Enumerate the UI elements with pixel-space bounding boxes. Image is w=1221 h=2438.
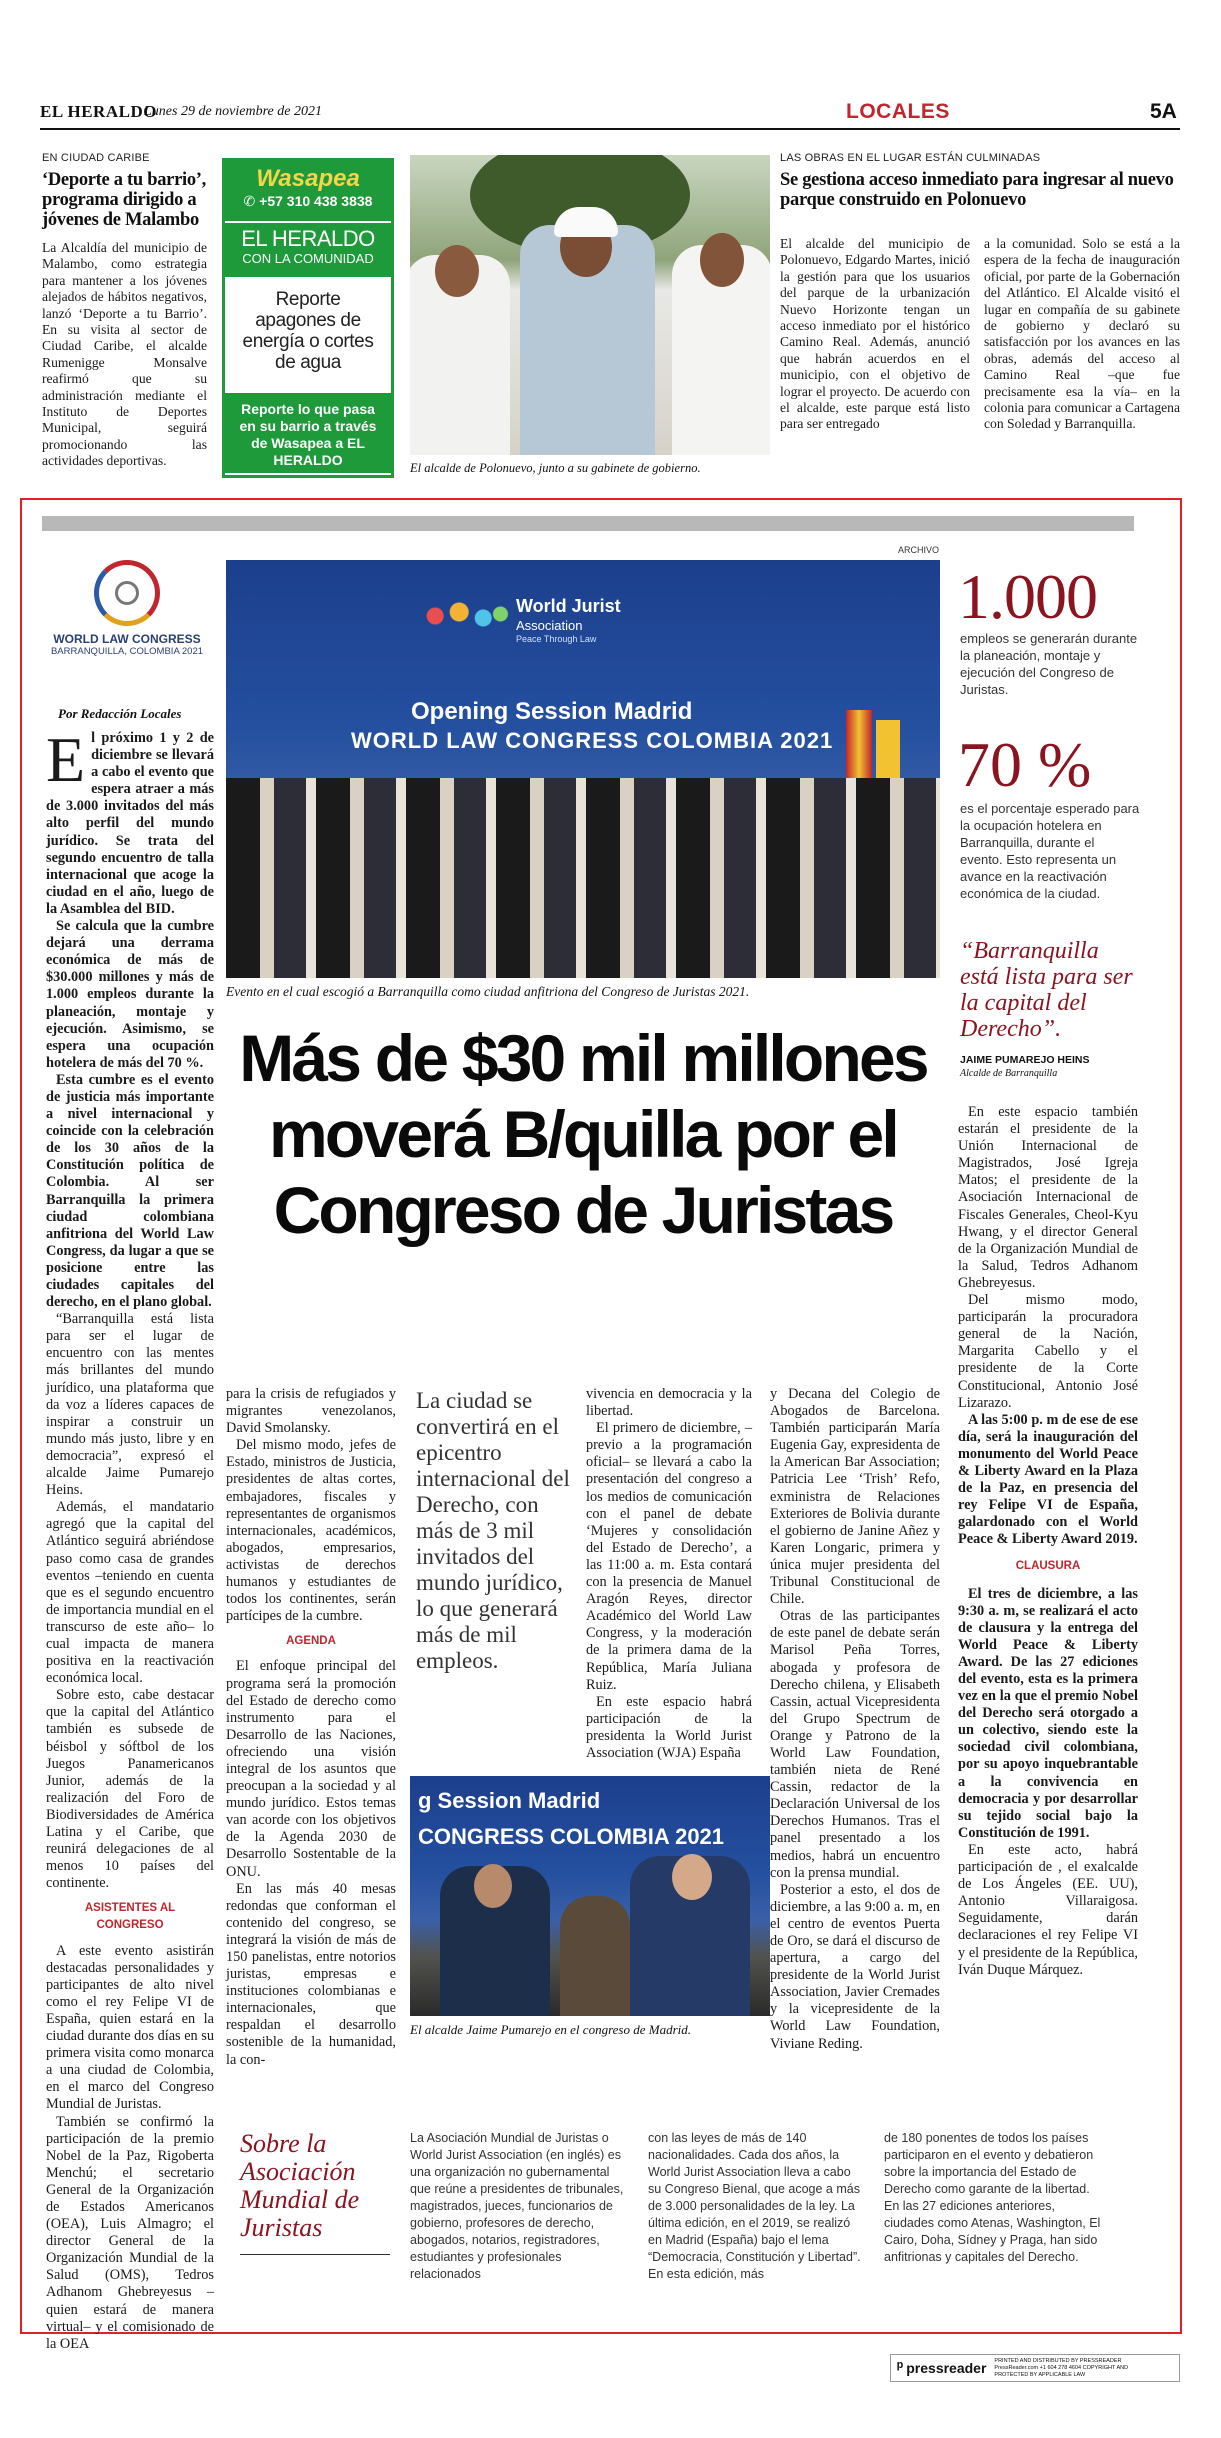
story-title: ‘Deporte a tu barrio’, programa dirigido a jóvenes de Malambo xyxy=(42,170,206,230)
info-box-col2: con las leyes de más de 140 nacionalidades. Cada dos años, la World Jurist Association lleva a cabo su Congreso Bienal, que acoge a más de 3.000 personalidades de la ley. La última edición, en el 2019, se realizó en Madrid (España) bajo el lema “Democracia, Constitución y Libertad”. En esta edición, más xyxy=(648,2131,861,2281)
page-header xyxy=(40,100,1180,130)
pull-quote: “Barranquilla está lista para ser la capital del Derecho”. xyxy=(960,938,1133,1042)
story-kicker: EN CIUDAD CARIBE xyxy=(42,152,150,164)
wasapea-top xyxy=(225,161,391,221)
second-photo-caption: El alcalde Jaime Pumarejo en el congreso de Madrid. xyxy=(410,2022,691,2037)
quote-role: Alcalde de Barranquilla xyxy=(960,1068,1058,1079)
wasapea-line1: EL HERALDO xyxy=(241,226,375,251)
paragraph: Además, el mandatario agregó que la capital del Atlántico seguirá abriéndose paso como casa de grandes eventos –teniendo en cuenta que es el segundo encuentro de importancia mundial en el transcurso de este año– lo cual impacta de manera positiva en la reactivación económica local. xyxy=(46,1499,214,1687)
subhead: CLAUSURA xyxy=(1015,1560,1081,1573)
wlc-name: WORLD LAW CONGRESS xyxy=(53,632,201,646)
head-right xyxy=(700,233,744,287)
wlc-location: BARRANQUILLA, COLOMBIA 2021 xyxy=(50,646,204,657)
delegate-row xyxy=(226,778,940,978)
paragraph: Del mismo modo, jefes de Estado, ministros de Justicia, presidentes de altas cortes, embajadores, fiscales y representantes de organismos internacionales, académicos, abogados, empresarios, activistas de derechos humanos y estudiantes de todos los continentes, serán partícipes de la cumbre. xyxy=(226,1437,396,1625)
paragraph: Del mismo modo, participarán la procuradora general de la Nación, Margarita Cabello y el presidente de la Corte Constitucional, Antonio José Lizarazo. xyxy=(958,1292,1138,1411)
main-photo xyxy=(226,560,940,978)
stat-jobs-text: empleos se generarán durante la planeación, montaje y ejecución del Congreso de Juristas. xyxy=(960,631,1138,697)
banner-motto: Peace Through Law xyxy=(516,634,597,644)
pressreader-footer xyxy=(890,2354,1180,2382)
wasapea-mid xyxy=(225,221,391,277)
person-center xyxy=(560,1896,630,2016)
wasapea-cta: Reporte lo que pasa en su barrio a través de Wasapea a EL HERALDO xyxy=(225,393,391,473)
pull-quote-center: La ciudad se convertirá en el epicentro internacional del Derecho, con más de 3 mil invitados del mundo jurídico, lo que generará más de mil empleos. xyxy=(416,1388,570,1673)
byline: Por Redacción Locales xyxy=(58,706,182,721)
wasapea-phone xyxy=(225,193,391,210)
info-box xyxy=(240,2130,1140,2320)
lead-paragraph: l próximo 1 y 2 de diciembre se llevará a cabo el evento que espera atraer a más de 3.000 invitados del más alto perfil del mundo jurídico. Se trata del segundo encuentro de talla internacional que acoge la ciudad en el año, luego de la Asamblea del BID. xyxy=(46,730,214,917)
subhead: ASISTENTES AL CONGRESO xyxy=(84,1902,176,1932)
banner-sub: Association xyxy=(516,618,583,633)
polonuevo-photo xyxy=(410,155,770,455)
story-title: Se gestiona acceso inmediato para ingresar al nuevo parque construido en Polonuevo xyxy=(780,170,1174,210)
paragraph: vivencia en democracia y la libertad. xyxy=(586,1386,752,1420)
story-col1: El alcalde del municipio de Polonuevo, Edgardo Martes, inició la gestión para que los usuarios del parque de la urbanización Nuevo Horizonte tengan un acceso inmediato por el histórico Camino Real. Además, anunció que habrán acuerdos en el municipio, con el objetivo de lograr el proyecto. De acuerdo con el alcalde, este parque está listo para ser entregado xyxy=(780,236,970,432)
info-box-title: Sobre la Asociación Mundial de Juristas xyxy=(240,2130,390,2255)
subhead: AGENDA xyxy=(286,1635,336,1648)
paragraph: En este espacio habrá participación de la presidenta la World Jurist Association (WJA) España xyxy=(586,1693,752,1761)
stat-hotel-text: es el porcentaje esperado para la ocupación hotelera en Barranquilla, durante el evento. Esto representa un avance en la reactivación económica de la ciudad. xyxy=(960,801,1140,901)
paragraph: También se confirmó la participación de la premio Nobel de la Paz, Rigoberta Menchú; el secretario General de la Organización de Estados Americanos (OEA), Luis Almagro; el director General de la Organización Mundial de la Salud (OMS), Tedros Adhanom Ghebreyesus –quien estará de manera virtual– y el comisionado de la OEA xyxy=(46,2113,214,2352)
story-polonuevo xyxy=(780,152,1180,432)
paragraph: Esta cumbre es el evento de justicia más importante a nivel internacional y coincide con la celebración de los 30 años de la Constitución política de Colombia. Al ser Barranquilla la primera ciudad colombiana anfitriona del World Law Congress, da lugar a que se posicione entre las ciudades capitales del derecho, en el plano global. xyxy=(46,1071,214,1311)
story-col2: a la comunidad. Solo se está a la espera de la fecha de inauguración oficial, por parte de la Gobernación del Atlántico. El Alcalde visitó el lugar en compañía de su gabinete de gobierno y declaró su satisfacción por los avances en las obras, además del acceso al Camino Real –que fue precisamente esa la vía– en la colonia para comunicar a Cartagena con Soledad y Barranquilla. xyxy=(984,236,1180,432)
whatsapp-icon: ✆ xyxy=(243,193,256,209)
main-col2 xyxy=(226,1386,396,2069)
story-malambo xyxy=(42,152,207,470)
paragraph: El primero de diciembre, –previo a la programación oficial– se llevará a cabo la presentación del congreso a los medios de comunicación con el panel de debate ‘Mujeres y consolidación del Estado de Derecho’, a las 11:00 a. m. Esta contará con la presencia de Manuel Aragón Reyes, director Académico del World Law Congress, y la moderación de la primera dama de la República, María Juliana Ruiz. xyxy=(586,1420,752,1693)
pressreader-logo-icon: ᵖ xyxy=(897,2359,904,2376)
wlc-logo xyxy=(42,560,212,680)
paragraph: El tres de diciembre, a las 9:30 a. m, se realizará el acto de clausura y la entrega del World Peace & Liberty Award. De las 27 ediciones del evento, esta es la primera vez en la que el premio Nobel del Derecho será otorgado a un colectivo, siendo este la sociedad civil colombiana, por su apoyo inquebrantable a la convivencia en democracia y por desarrollar su tejido social bajo la Constitución de 1991. xyxy=(958,1585,1138,1841)
second-photo xyxy=(410,1776,770,2016)
stage-title: g Session Madrid xyxy=(418,1788,601,1813)
stage-title: Opening Session Madrid xyxy=(411,698,693,725)
head-right xyxy=(672,1854,712,1900)
story-body: La Alcaldía del municipio de Malambo, como estrategia para mantener a los jóvenes alejados de hábitos negativos, lanzó ‘Deporte a tu Barrio’. En su visita al sector de Ciudad Caribe, el alcalde Rumenigge Monsalve reafirmó que su administración mediante el Instituto de Deportes Municipal, seguirá promocionando las actividades deportivas. xyxy=(42,240,207,469)
stat-hotel-value: 70 % xyxy=(958,729,1092,800)
wasapea-ad xyxy=(222,158,394,478)
main-photo-caption: Evento en el cual escogió a Barranquilla como ciudad anfitriona del Congreso de Juristas 2021. xyxy=(226,984,750,999)
paragraph: Se calcula que la cumbre dejará una derrama económica de más de $30.000 millones y más de 1.000 empleos durante la planeación, montaje y ejecución. Asimismo, se espera una ocupación hotelera de más del 70 %. xyxy=(46,918,214,1071)
paragraph: Sobre esto, cabe destacar que la capital del Atlántico también es subsede de béisbol y sóftbol de los Juegos Panamericanos Junior, además de la realización del Foro de Biodiversidades de América Latina y el Caribe, que reunirá delegaciones de al menos 10 países del continente. xyxy=(46,1687,214,1892)
pressreader-notice: PRINTED AND DISTRIBUTED BY PRESSREADER PressReader.com +1 604 278 4604 COPYRIGHT AND PROTECTED BY APPLICABLE LAW xyxy=(994,2357,1129,2378)
paragraph: para la crisis de refugiados y migrantes venezolanos, David Smolansky. xyxy=(226,1386,396,1437)
drop-cap: E xyxy=(46,724,86,795)
paper-name: EL HERALDO xyxy=(40,102,157,121)
page-number: 5A xyxy=(1150,100,1177,123)
info-box-col3: de 180 ponentes de todos los países participaron en el evento y debatieron sobre la importancia del Estado de Derecho como garante de la libertad. En las 27 ediciones anteriores, ciudades como Atenas, Washington, El Cairo, Doha, Sídney y Praga, han sido anfitrionas y capitales del Derecho. xyxy=(884,2131,1101,2264)
gray-rule xyxy=(42,516,1134,531)
paragraph: El enfoque principal del programa será la promoción del Estado de derecho como instrumento para el Desarrollo de las Naciones, ofreciendo una visión integral de los asuntos que preocupan a la sociedad y al mundo jurídico. Estos temas van acorde con los objetivos de la Agenda 2030 de Desarrollo Sostentable de la ONU. xyxy=(226,1658,396,1880)
wasapea-phone-number: +57 310 438 3838 xyxy=(259,193,373,209)
polonuevo-caption: El alcalde de Polonuevo, junto a su gabinete de gobierno. xyxy=(410,461,701,475)
stage-subtitle: WORLD LAW CONGRESS COLOMBIA 2021 xyxy=(351,728,834,753)
section-name: LOCALES xyxy=(846,100,950,123)
paragraph: A las 5:00 p. m de ese de ese día, será la inauguración del monumento del World Peace & Liberty Award en la Plaza de la Paz, en presencia del rey Felipe VI de España, galardonado con el World Peace & Liberty Award 2019. xyxy=(958,1411,1138,1548)
paragraph: En este acto, habrá participación de , el exalcalde de Los Ángeles (EE. UU), Antonio Villaraigosa. Seguidamente, darán declaraciones el rey Felipe VI y el presidente de la República, Iván Duque Márquez. xyxy=(958,1841,1138,1978)
paragraph: En este espacio también estarán el presidente de la Unión Internacional de Magistrados, José Igreja Matos; el presidente de la Asociación Internacional de Fiscales Generales, Cheol-Kyu Hwang, y el director General de la Organización Mundial de la Salud, Tedros Adhanom Ghebreyesus. xyxy=(958,1104,1138,1291)
story-kicker: LAS OBRAS EN EL LUGAR ESTÁN CULMINADAS xyxy=(780,152,1041,164)
helmet xyxy=(554,207,618,237)
world-map-icon xyxy=(416,596,512,636)
banner-title: World Jurist xyxy=(516,596,621,616)
quote-author: JAIME PUMAREJO HEINS xyxy=(960,1054,1090,1066)
info-box-col1: La Asociación Mundial de Juristas o World Jurist Association (en inglés) es una organización no gubernamental que reúne a presidentes de tribunales, magistrados, jueces, funcionarios de gobierno, profesores de derecho, abogados, notarios, registradores, estudiantes y profesionales relacionados xyxy=(410,2131,624,2281)
main-col3 xyxy=(586,1386,752,1762)
wlc-emblem-icon xyxy=(94,560,160,626)
main-col4 xyxy=(770,1386,940,2053)
paragraph: Posterior a esto, el dos de diciembre, a las 9:00 a. m, en el centro de eventos Puerta de Oro, se dará el discurso de apertura, a cargo del presidente de la World Jurist Association, Javier Cremades y la vicepresidente de la World Law Foundation, Viviane Reding. xyxy=(770,1881,940,2052)
issue-date: Lunes 29 de noviembre de 2021 xyxy=(144,104,322,119)
wasapea-brand: Wasapea xyxy=(256,165,360,192)
stage-subtitle: CONGRESS COLOMBIA 2021 xyxy=(418,1824,725,1849)
wasapea-line2: CON LA COMUNIDAD xyxy=(242,251,374,266)
stat-jobs-value: 1.000 xyxy=(958,561,1097,632)
paragraph: Otras de las participantes de este panel de debate serán Marisol Peña Torres, abogada y profesora de Derecho chilena, y Elisabeth Cassin, actual Vicepresidenta del Grupo Spectrum de Orange y Patrono de la World Law Foundation, también nieta de René Cassin, redactor de la Declaración Universal de los Derechos Humanos. Tras el panel presentado a los medios, habrá un encuentro con la prensa mundial. xyxy=(770,1608,940,1881)
paragraph: A este evento asistirán destacadas personalidades y participantes de alto nivel como el rey Felipe VI de España, quien estará en la ciudad durante dos días en su primera visita como monarca a una ciudad de Colombia, en el marco del Congreso Mundial de Juristas. xyxy=(46,1942,214,2113)
head-left xyxy=(474,1864,512,1908)
main-headline: Más de $30 mil millones moverá B/quilla por el Congreso de Juristas xyxy=(239,1021,927,1247)
paragraph: y Decana del Colegio de Abogados de Barcelona. También participarán María Eugenia Gay, expresidenta de la American Bar Association; Patricia Lee ‘Trish’ Refo, exministra de Relaciones Exteriores de Bolivia durante el gobierno de Janine Añez y Karen Longaric, primera y única mujer presidenta del Tribunal Constitucional de Chile. xyxy=(770,1386,940,1608)
main-col5 xyxy=(958,1104,1138,1979)
paragraph: “Barranquilla está lista para ser el lugar de encuentro con las mentes más brillantes del mundo jurídico, una plataforma que da voz a líderes capaces de inspirar a construir un mundo más justo, libre y en democracia”, expresó el alcalde Jaime Pumarejo Heins. xyxy=(46,1311,214,1499)
pressreader-brand: pressreader xyxy=(906,2360,987,2376)
wasapea-report: Reporte apagones de energía o cortes de agua xyxy=(242,289,374,373)
main-col1 xyxy=(46,724,214,2353)
paragraph: En las más 40 mesas redondas que conforman el contenido del congreso, se integrará la visión de más de 150 panelistas, entre notorios juristas, empresas e instituciones colombianas e internacionales, que respaldan el desarrollo sostenible de la humanidad, la con- xyxy=(226,1880,396,2068)
head-left xyxy=(435,245,479,297)
photo-credit: ARCHIVO xyxy=(898,545,940,555)
